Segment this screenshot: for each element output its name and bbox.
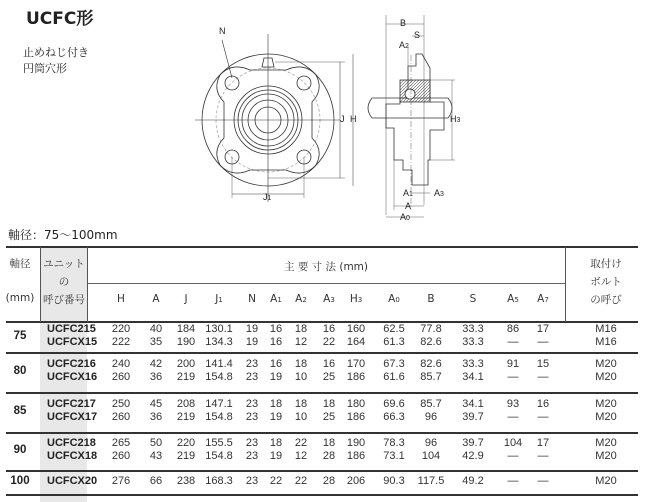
- dimension-cell-a5: —: [507, 336, 519, 348]
- column-header-a0: A0: [388, 293, 400, 305]
- dimension-cell-j: 238: [176, 474, 196, 487]
- column-header-a5: A5: [507, 293, 519, 305]
- dimension-cell-a1: 19: [269, 450, 283, 462]
- dimension-cell-a: 42: [149, 358, 163, 370]
- dimension-cell-n: 23: [245, 398, 259, 410]
- dimension-cell-a1: 18: [269, 437, 283, 449]
- header-bolt-l2: ボルト: [590, 276, 622, 288]
- shaft-diameter-cell: 75: [13, 330, 27, 342]
- dimension-cell-a2: 18: [294, 398, 308, 410]
- label-j1: J1: [263, 192, 272, 202]
- dimension-cell-a: 66: [149, 474, 163, 487]
- dimension-cell-h: 276: [111, 474, 131, 487]
- dimension-cell-b: 96: [424, 437, 438, 449]
- column-header-n: N: [248, 293, 256, 305]
- dimension-cell-s: 39.7: [462, 411, 484, 423]
- dimension-cell-h: 260: [111, 411, 131, 423]
- dimension-cell-a: 36: [149, 411, 163, 423]
- bolt-size-cell: M20: [595, 358, 617, 370]
- shaft-diameter-cell: 85: [13, 405, 27, 417]
- dimension-cell-n: 23: [245, 450, 259, 462]
- subtitle-line-1: 止めねじ付き: [23, 46, 89, 59]
- dimension-cell-a2: 22: [294, 437, 308, 449]
- bolt-size-cell: M20: [595, 398, 617, 410]
- dimension-cell-h3: 160: [346, 323, 366, 335]
- bolt-size-cell: M20: [595, 474, 617, 487]
- label-a2: A2: [399, 40, 409, 50]
- dimension-cell-a1: 18: [269, 398, 283, 410]
- dimension-cell-j: 184: [176, 323, 196, 335]
- dimension-cell-j1: 154.8: [205, 371, 233, 383]
- bolt-size-cell: M20: [595, 411, 617, 423]
- dimension-cell-a3: 18: [322, 398, 336, 410]
- label-a: A: [405, 201, 412, 211]
- dimension-cell-s: 39.7: [462, 437, 484, 449]
- dimension-cell-h3: 186: [346, 411, 366, 423]
- dimension-cell-a1: 16: [269, 323, 283, 335]
- dimension-cell-j1: 141.4: [205, 358, 233, 370]
- dimension-cell-a2: 18: [294, 358, 308, 370]
- dimension-cell-a7: —: [537, 371, 549, 383]
- row-divider: [6, 432, 638, 434]
- unit-number-cell: UCFCX20: [47, 474, 98, 487]
- dimension-cell-n: 23: [245, 474, 259, 487]
- header-dims: 主 要 寸 法 (mm): [284, 261, 368, 273]
- bolt-size-cell: M16: [595, 323, 617, 335]
- dimension-cell-a: 50: [149, 437, 163, 449]
- unit-number-cell: UCFC215: [47, 323, 96, 335]
- dimension-cell-b: 96: [424, 411, 438, 423]
- dimension-cell-j1: 168.3: [205, 474, 233, 487]
- dimension-cell-a0: 62.5: [383, 323, 405, 335]
- label-b: B: [400, 18, 407, 28]
- dimension-cell-a5: —: [507, 371, 519, 383]
- dimension-cell-a2: 10: [294, 371, 308, 383]
- dimension-cell-a0: 90.3: [383, 474, 405, 487]
- bolt-size-cell: M20: [595, 437, 617, 449]
- label-s: S: [414, 30, 421, 40]
- dimension-cell-a: 45: [149, 398, 163, 410]
- dimension-cell-a3: 22: [322, 336, 336, 348]
- shaft-diameter-cell: 100: [10, 475, 30, 487]
- row-divider: [6, 352, 638, 354]
- unit-number-cell: UCFC216: [47, 358, 96, 370]
- dimension-cell-n: 19: [245, 323, 259, 335]
- dimension-cell-a0: 73.1: [383, 450, 405, 462]
- dimension-cell-a0: 61.3: [383, 336, 405, 348]
- dimension-cell-s: 33.3: [462, 336, 484, 348]
- shaft-range-label: 軸径：75～100mm: [8, 228, 118, 242]
- dimension-cell-a3: 28: [322, 450, 336, 462]
- dimension-cell-a2: 22: [294, 474, 308, 487]
- dimension-cell-a1: 22: [269, 474, 283, 487]
- dimension-cell-j1: 130.1: [205, 323, 233, 335]
- row-divider: [6, 470, 638, 472]
- dimension-cell-j: 190: [176, 336, 196, 348]
- dimension-cell-a0: 69.6: [383, 398, 405, 410]
- page-title: UCFC形: [26, 9, 94, 29]
- dimension-cell-h3: 186: [346, 450, 366, 462]
- dimension-cell-n: 23: [245, 371, 259, 383]
- dimension-cell-a1: 16: [269, 358, 283, 370]
- header-bolt-l3: の呼び: [590, 294, 622, 306]
- unit-number-cell: UCFC217: [47, 398, 96, 410]
- column-header-s: S: [469, 293, 477, 305]
- header-bolt-l1: 取付け: [590, 258, 622, 270]
- dimension-cell-a7: 16: [536, 398, 550, 410]
- dimension-cell-s: 34.1: [462, 371, 484, 383]
- bolt-size-cell: M20: [595, 371, 617, 383]
- header-unit-l1: ユニット: [43, 258, 85, 270]
- column-header-j: J: [184, 293, 188, 305]
- shaft-diameter-cell: 90: [13, 444, 27, 456]
- dimension-cell-j: 220: [176, 437, 196, 449]
- dimension-cell-a2: 12: [294, 450, 308, 462]
- bolt-size-cell: M16: [595, 336, 617, 348]
- dimension-cell-j: 219: [176, 450, 196, 462]
- bolt-size-cell: M20: [595, 450, 617, 462]
- dimension-cell-j: 208: [176, 398, 196, 410]
- dimension-cell-n: 23: [245, 411, 259, 423]
- unit-number-cell: UCFCX17: [47, 411, 98, 423]
- dimension-cell-h3: 180: [346, 398, 366, 410]
- dimension-cell-a7: —: [537, 474, 549, 487]
- dimension-cell-s: 33.3: [462, 358, 484, 370]
- dimension-cell-a5: 93: [506, 398, 520, 410]
- dimension-cell-a: 35: [149, 336, 163, 348]
- dimension-cell-a7: —: [537, 450, 549, 462]
- dimension-cell-h: 260: [111, 450, 131, 462]
- column-header-a7: A7: [537, 293, 549, 305]
- dimension-cell-a: 36: [149, 371, 163, 383]
- dimension-cell-n: 19: [245, 336, 259, 348]
- dimension-cell-a1: 19: [269, 371, 283, 383]
- dimension-cell-h: 240: [111, 358, 131, 370]
- dimension-cell-a5: —: [507, 474, 519, 487]
- dimension-cell-a7: 17: [536, 437, 550, 449]
- side-view-drawing: [360, 10, 490, 225]
- dimension-cell-a: 40: [149, 323, 163, 335]
- header-shaft: 軸径: [9, 258, 31, 270]
- dimension-cell-a7: —: [537, 336, 549, 348]
- row-divider: [6, 392, 638, 394]
- dimension-cell-a1: 19: [269, 411, 283, 423]
- dimension-cell-b: 82.6: [420, 358, 442, 370]
- dimension-cell-a7: 17: [536, 323, 550, 335]
- column-header-a: A: [152, 293, 160, 305]
- dimension-cell-j1: 154.8: [205, 450, 233, 462]
- label-n: N: [219, 26, 226, 36]
- shaft-diameter-cell: 80: [13, 365, 27, 377]
- column-header-a1: A1: [270, 293, 282, 305]
- dimension-cell-h: 250: [111, 398, 131, 410]
- unit-number-cell: UCFCX15: [47, 336, 98, 348]
- dimension-cell-b: 117.5: [417, 474, 445, 487]
- dimension-cell-h3: 186: [346, 371, 366, 383]
- column-header-a2: A2: [295, 293, 307, 305]
- label-h3: H3: [450, 114, 461, 124]
- dimension-cell-a0: 67.3: [383, 358, 405, 370]
- dimension-cell-h3: 206: [346, 474, 366, 487]
- dimension-cell-h: 220: [111, 323, 131, 335]
- dimension-cell-h3: 164: [346, 336, 366, 348]
- unit-number-cell: UCFC218: [47, 437, 96, 449]
- dimension-cell-a3: 16: [322, 323, 336, 335]
- dimension-cell-a7: 15: [536, 358, 550, 370]
- label-a0: A0: [400, 212, 410, 222]
- dimension-cell-a0: 66.3: [383, 411, 405, 423]
- dimension-cell-j: 200: [176, 358, 196, 370]
- dimension-cell-b: 77.8: [420, 323, 442, 335]
- dimension-cell-a5: 91: [506, 358, 520, 370]
- dimension-cell-a1: 16: [269, 336, 283, 348]
- dimension-cell-s: 33.3: [462, 323, 484, 335]
- dimension-cell-h3: 190: [346, 437, 366, 449]
- unit-number-cell: UCFCX18: [47, 450, 98, 462]
- dimension-cell-a2: 10: [294, 411, 308, 423]
- dimension-cell-j1: 134.3: [205, 336, 233, 348]
- header-unit-l3: 呼び番号: [43, 294, 85, 306]
- label-a3: A3: [434, 188, 444, 198]
- row-divider: [6, 494, 638, 496]
- dimension-cell-a: 43: [149, 450, 163, 462]
- dimension-cell-n: 23: [245, 358, 259, 370]
- column-header-b: B: [427, 293, 435, 305]
- header-unit-l2: の: [58, 276, 70, 288]
- dimension-cell-a3: 25: [322, 371, 336, 383]
- label-a1: A1: [403, 188, 413, 198]
- dimension-cell-j1: 155.5: [205, 437, 233, 449]
- dimension-cell-j1: 154.8: [205, 411, 233, 423]
- label-h: H: [350, 114, 357, 124]
- dimension-cell-b: 82.6: [420, 336, 442, 348]
- column-header-h3: H3: [349, 293, 363, 305]
- dimension-cell-s: 42.9: [462, 450, 484, 462]
- dimension-cell-a0: 78.3: [383, 437, 405, 449]
- dimension-cell-h3: 170: [346, 358, 366, 370]
- dimension-cell-b: 104: [421, 450, 441, 462]
- dimension-cell-s: 34.1: [462, 398, 484, 410]
- dimension-cell-a5: 104: [503, 437, 523, 449]
- dimension-cell-n: 23: [245, 437, 259, 449]
- dimension-cell-a2: 18: [294, 323, 308, 335]
- dimension-cell-h: 260: [111, 371, 131, 383]
- header-shaft-unit: (mm): [5, 292, 35, 304]
- column-header-h: H: [117, 293, 125, 305]
- dimension-cell-b: 85.7: [420, 371, 442, 383]
- dimension-cell-j: 219: [176, 411, 196, 423]
- dimension-cell-h: 222: [111, 336, 131, 348]
- dimension-cell-a3: 18: [322, 437, 336, 449]
- dimension-cell-j: 219: [176, 371, 196, 383]
- dimension-cell-a2: 12: [294, 336, 308, 348]
- subtitle-line-2: 円筒穴形: [23, 62, 67, 75]
- dimension-cell-a0: 61.6: [383, 371, 405, 383]
- column-header-a3: A3: [323, 293, 335, 305]
- front-view-drawing: [190, 20, 365, 220]
- column-header-j1: J1: [215, 293, 223, 305]
- dimension-cell-a5: —: [507, 450, 519, 462]
- dimension-cell-a5: 86: [506, 323, 520, 335]
- dimension-cell-a7: —: [537, 411, 549, 423]
- label-j: J: [340, 114, 345, 124]
- dimension-cell-a3: 16: [322, 358, 336, 370]
- dimension-cell-a3: 28: [322, 474, 336, 487]
- dimension-cell-b: 85.7: [420, 398, 442, 410]
- dimension-cell-a5: —: [507, 411, 519, 423]
- dimension-cell-a3: 25: [322, 411, 336, 423]
- dimension-cell-h: 265: [111, 437, 131, 449]
- dimension-cell-j1: 147.1: [205, 398, 233, 410]
- unit-number-cell: UCFCX16: [47, 371, 98, 383]
- dimension-cell-s: 49.2: [462, 474, 484, 487]
